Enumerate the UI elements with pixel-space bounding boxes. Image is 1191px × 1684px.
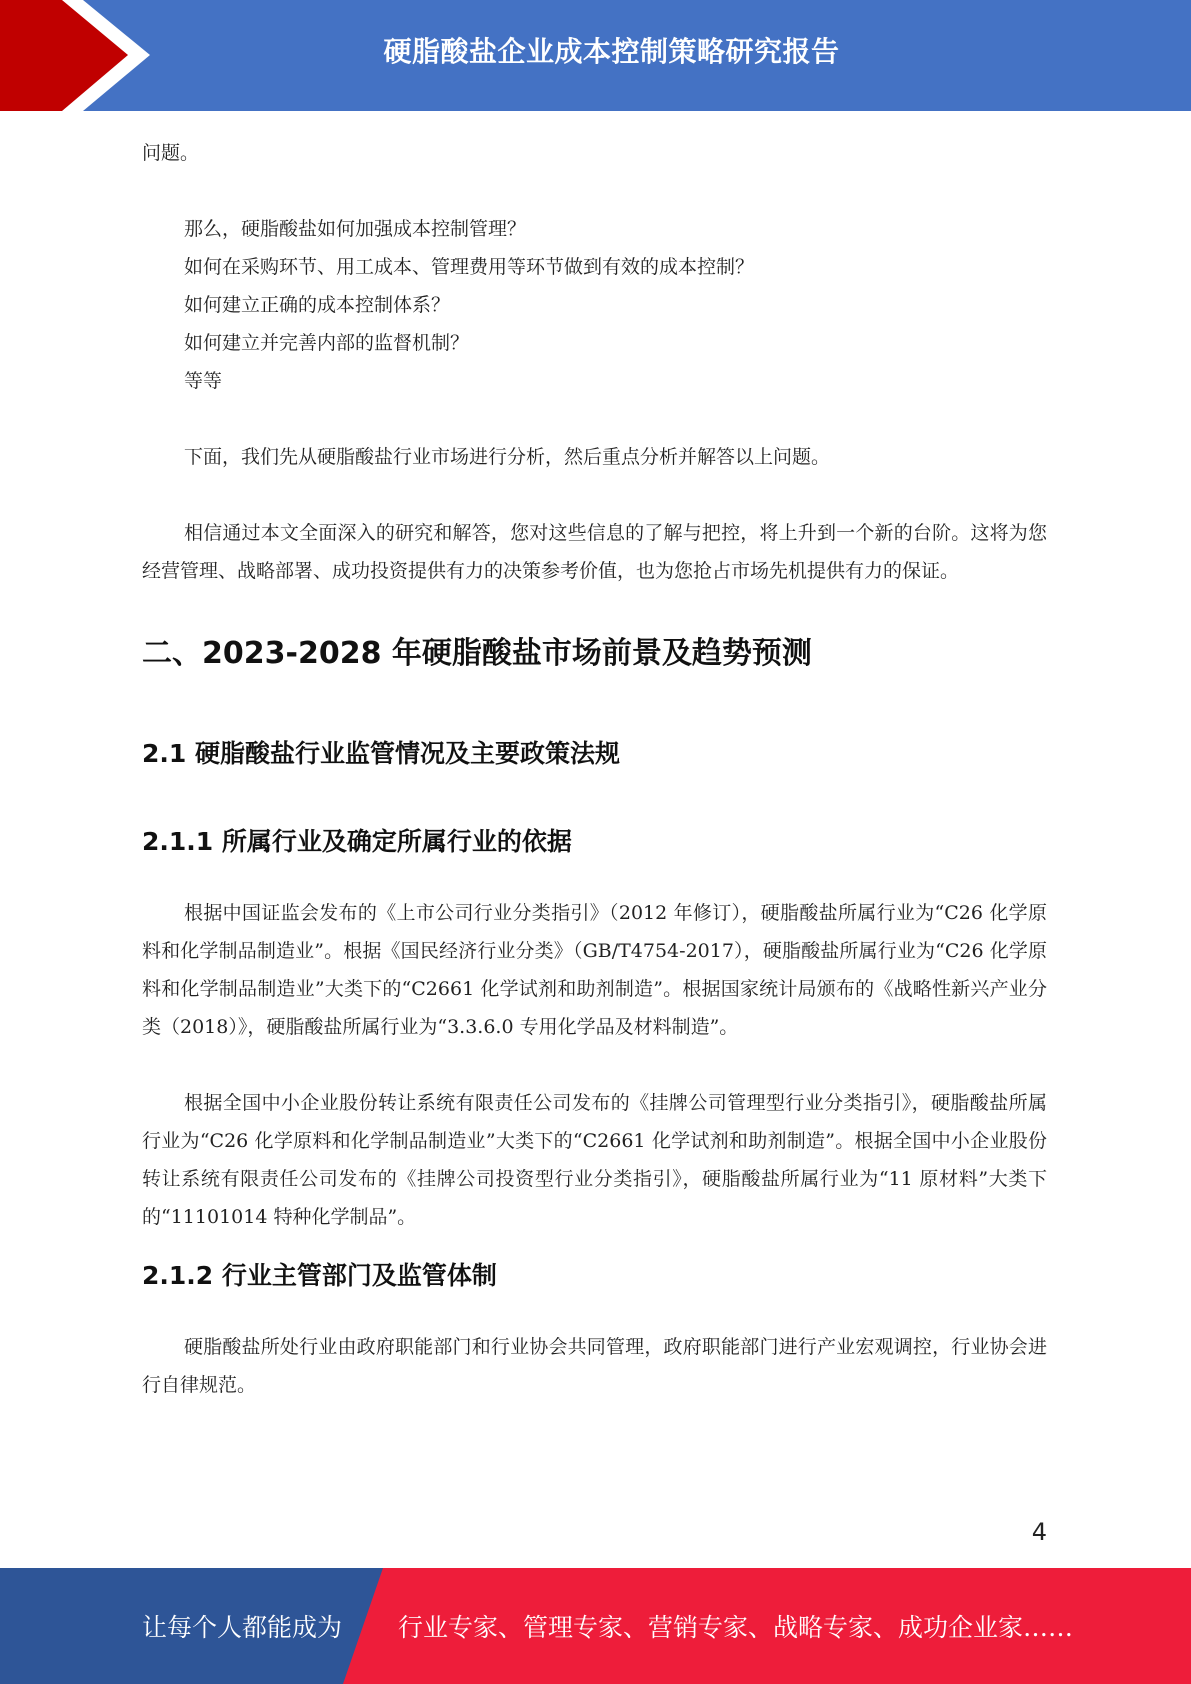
page-header [0,0,1191,111]
question-item: 如何建立正确的成本控制体系？ [184,294,451,316]
section-2-1-1-heading: 2.1.1 所属行业及确定所属行业的依据 [142,827,572,856]
paragraph-2-1-1-b: 根据全国中小企业股份转让系统有限责任公司发布的《挂牌公司管理型行业分类指引》，硬脂酸盐所属行业为“C26 化学原料和化学制品制造业”大类下的“C2661 化学试剂和助剂制造”。根据全国中小企业股份转让系统有限责任公司发布的《挂牌公司投资型行业分类指引》，硬脂酸盐所属行业为“11 原材料”大类下的“11101014 特种化学制品”。 [142,1092,1047,1228]
question-list [142,210,1047,400]
section-2-1-heading: 2.1 硬脂酸盐行业监管情况及主要政策法规 [142,739,620,768]
page-number: 4 [1031,1518,1047,1546]
page-footer [0,1568,1191,1684]
paragraph-value: 相信通过本文全面深入的研究和解答，您对这些信息的了解与把控，将上升到一个新的台阶。这将为您经营管理、战略部署、成功投资提供有力的决策参考价值，也为您抢占市场先机提供有力的保证。 [142,522,1047,582]
section-2-heading: 二、2023-2028 年硬脂酸盐市场前景及趋势预测 [142,636,812,671]
question-item: 等等 [184,370,223,392]
footer-slogan-left: 让每个人都能成为 [142,1613,343,1642]
paragraph-2-1-2: 硬脂酸盐所处行业由政府职能部门和行业协会共同管理，政府职能部门进行产业宏观调控，行业协会进行自律规范。 [142,1336,1047,1396]
question-item: 如何建立并完善内部的监督机制？ [184,332,470,354]
page-content [142,134,1047,1404]
question-item: 那么，硬脂酸盐如何加强成本控制管理？ [184,218,527,240]
question-item: 如何在采购环节、用工成本、管理费用等环节做到有效的成本控制？ [184,256,755,278]
intro-tail-text: 问题。 [142,142,200,164]
footer-slogan-right: 行业专家、管理专家、营销专家、战略专家、成功企业家…… [398,1613,1074,1642]
paragraph-2-1-1-a: 根据中国证监会发布的《上市公司行业分类指引》（2012 年修订），硬脂酸盐所属行业为“C26 化学原料和化学制品制造业”。根据《国民经济行业分类》（GB/T4754-2017），硬脂酸盐所属行业为“C26 化学原料和化学制品制造业”大类下的“C2661 化学试剂和助剂制造”。根据国家统计局颁布的《战略性新兴产业分类（2018）》，硬脂酸盐所属行业为“3.3.6.0 专用化学品及材料制造”。 [142,902,1047,1038]
section-2-1-2-heading: 2.1.2 行业主管部门及监管体制 [142,1261,497,1290]
report-title: 硬脂酸盐企业成本控制策略研究报告 [383,35,840,68]
paragraph-next-steps: 下面，我们先从硬脂酸盐行业市场进行分析，然后重点分析并解答以上问题。 [184,446,831,468]
